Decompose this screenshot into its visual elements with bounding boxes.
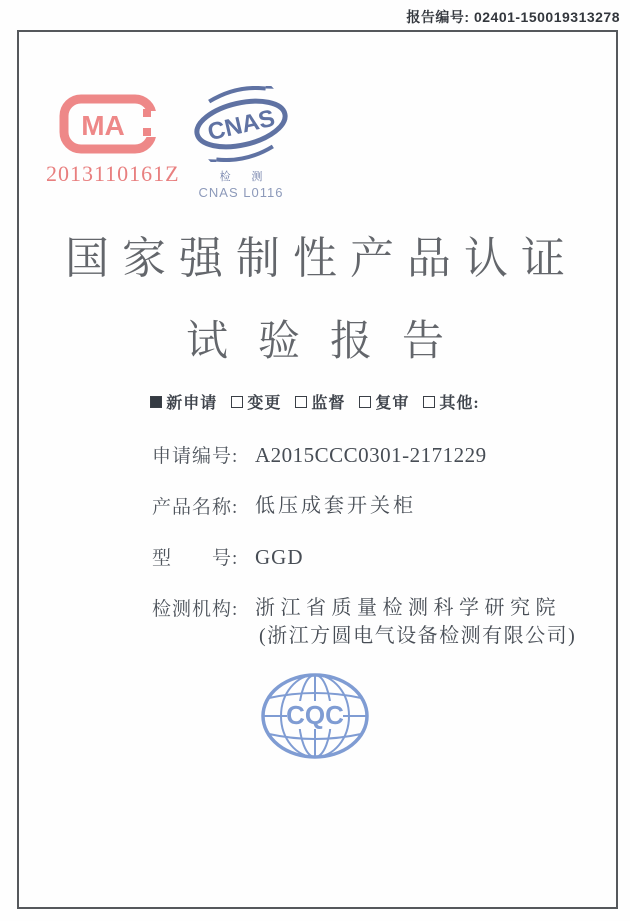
cma-letters: MA [81, 110, 125, 141]
field-row [152, 543, 592, 571]
cma-logo [46, 94, 180, 187]
application-type-option [295, 390, 345, 413]
field-value-line: (浙江方圆电气设备检测有限公司) [259, 625, 577, 647]
page-title: 国家强制性产品认证 [65, 234, 578, 283]
page-subtitle: 试验报告 [185, 319, 474, 365]
checkbox-unchecked-icon [423, 396, 435, 408]
checkbox-checked-icon [150, 396, 162, 408]
field-value-line: 低压成套开关柜 [255, 495, 416, 517]
cma-mark-icon [59, 94, 163, 154]
field-label: 产品名称: [152, 497, 239, 518]
application-type-label: 新申请 [166, 395, 218, 412]
checkbox-unchecked-icon [295, 396, 307, 408]
application-type-option [423, 390, 479, 413]
field-value [255, 543, 304, 571]
field-row [152, 492, 592, 520]
field-label: 型 号: [152, 548, 239, 569]
application-type-label: 复审 [375, 395, 410, 412]
application-type-option [359, 390, 409, 413]
cma-accreditation-number: 2013110161Z [46, 161, 180, 186]
field-label: 检测机构: [152, 599, 239, 620]
cnas-caption: 检 测 [219, 171, 272, 183]
field-value-line: 浙江省质量检测科学研究院 [255, 597, 561, 619]
cnas-code: CNAS L0116 [198, 185, 284, 200]
field-value-line: A2015CCC0301-2171229 [255, 443, 487, 467]
application-type-option [231, 390, 281, 413]
cqc-globe-icon [259, 666, 371, 766]
cnas-letters: CNAS [205, 104, 278, 147]
fields-list [152, 441, 592, 673]
checkbox-unchecked-icon [359, 396, 371, 408]
field-value [255, 492, 416, 520]
cnas-mark-icon [185, 86, 297, 162]
application-type-row [0, 390, 630, 413]
application-type-label: 其他: [439, 395, 480, 412]
cnas-logo [181, 86, 301, 200]
application-type-option [150, 390, 217, 413]
report-number-label: 报告编号: [406, 9, 470, 25]
field-value [255, 441, 487, 469]
field-value [255, 594, 576, 650]
field-value-line: GGD [255, 545, 304, 569]
cqc-letters: CQC [286, 700, 344, 730]
cqc-logo [259, 666, 371, 771]
field-label: 申请编号: [152, 446, 239, 467]
report-number-value: 02401-150019313278 [473, 9, 620, 25]
application-type-label: 监督 [311, 395, 346, 412]
checkbox-unchecked-icon [231, 396, 243, 408]
application-type-label: 变更 [247, 395, 282, 412]
field-row [152, 441, 592, 469]
report-number [406, 7, 620, 27]
field-row [152, 594, 592, 650]
